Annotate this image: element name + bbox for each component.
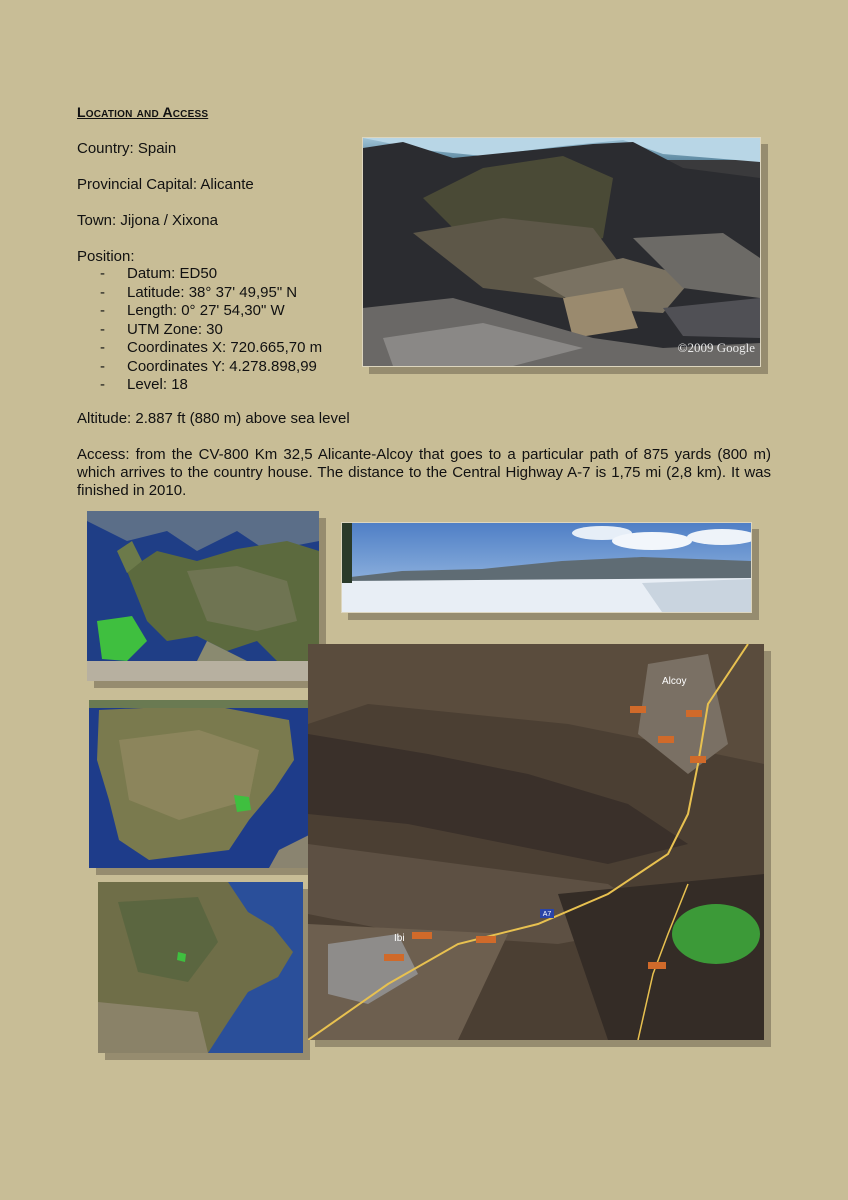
position-item-coord-y: - Coordinates Y: 4.278.898,99 <box>100 357 317 375</box>
position-item-latitude: - Latitude: 38° 37' 49,95" N <box>100 283 298 301</box>
position-item-coord-x: - Coordinates X: 720.665,70 m <box>100 339 323 356</box>
town-line: Town: Jijona / Xixona <box>77 212 218 229</box>
position-item-datum: - Datum: ED50 <box>100 265 218 282</box>
europe-map <box>87 511 319 681</box>
aerial-area-map <box>308 644 764 1040</box>
position-list <box>100 265 322 395</box>
position-item-utm-zone: - UTM Zone: 30 <box>100 320 223 338</box>
position-item-length: - Length: 0° 27' 54,30" W <box>100 302 285 319</box>
provincial-capital-line: Provincial Capital: Alicante <box>77 176 254 193</box>
country-line: Country: Spain <box>77 140 177 157</box>
position-label: Position: <box>77 248 135 265</box>
map-label-a7: A7 <box>542 911 552 918</box>
snow-panorama-photo <box>341 522 752 613</box>
terrain-3d-photo <box>362 137 761 367</box>
map-label-ibi: Ibi <box>394 933 405 944</box>
position-item-level: - Level: 18 <box>100 376 188 393</box>
section-heading: Location and Access <box>77 104 209 120</box>
access-paragraph: Access: from the CV-800 Km 32,5 Alicante-Alcoy that goes to a particular path of 875 yards (800 m) which arrives to the country house. The distance to the Central Highway A-7 is 1,75 mi (2,8 km). It was finished in 2010. <box>77 446 771 499</box>
google-watermark: ©2009 Google <box>677 340 755 355</box>
map-label-alcoy: Alcoy <box>662 676 687 687</box>
altitude-line: Altitude: 2.887 ft (880 m) above sea level <box>77 410 350 427</box>
alicante-region-map <box>98 882 303 1053</box>
spain-map <box>89 700 319 868</box>
